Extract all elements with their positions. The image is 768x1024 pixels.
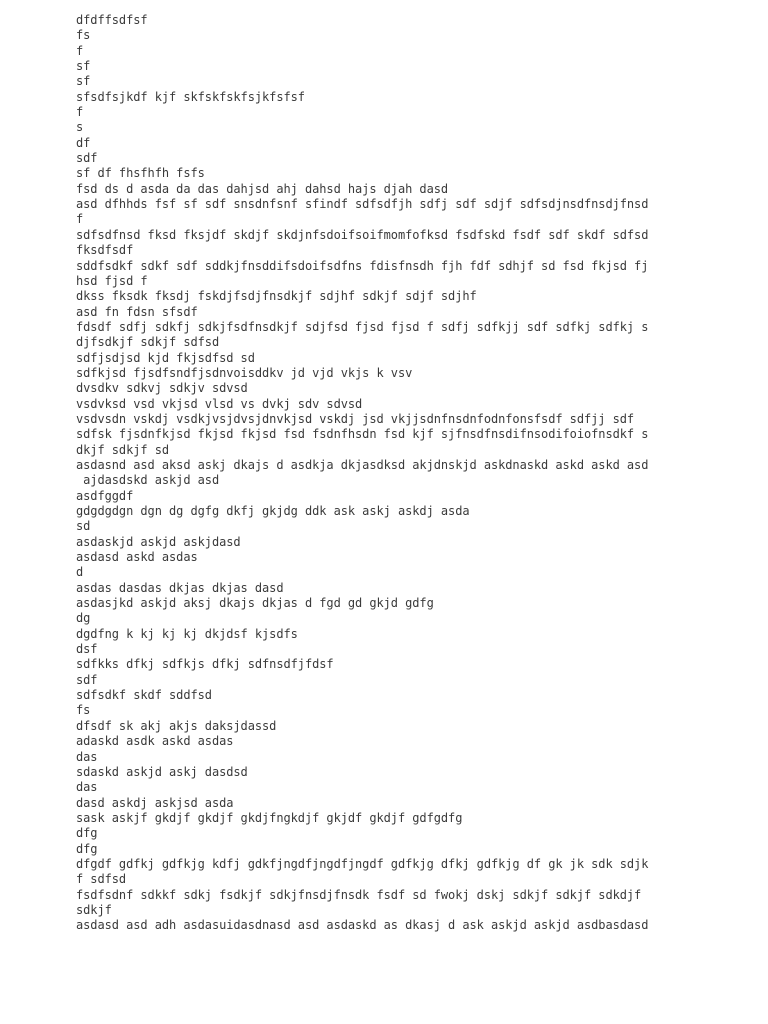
text-line: hsd fjsd f bbox=[76, 273, 148, 288]
text-line: asdaskjd askjd askjdasd bbox=[76, 534, 241, 549]
text-line: sdfjsdjsd kjd fkjsdfsd sd bbox=[76, 350, 255, 365]
text-line: asdfggdf bbox=[76, 488, 134, 503]
text-line: fs bbox=[76, 703, 91, 718]
text-line: sdfsdfnsd fksd fksjdf skdjf skdjnfsdoifsoifmomfofksd fsdfskd fsdf sdf skdf sdfsd bbox=[76, 227, 649, 242]
text-line: dkjf sdkjf sd bbox=[76, 442, 170, 457]
text-line: f bbox=[76, 105, 84, 120]
text-line: asd dfhhds fsf sf sdf snsdnfsnf sfindf sdfsdfjh sdfj sdf sdjf sdfsdjnsdfnsdjfnsd bbox=[76, 197, 649, 212]
text-line: dfg bbox=[76, 841, 98, 856]
text-line: ajdasdskd askjd asd bbox=[76, 473, 220, 488]
text-line: asdas dasdas dkjas dkjas dasd bbox=[76, 580, 284, 595]
text-line: sf bbox=[76, 59, 91, 74]
text-line: sddfsdkf sdkf sdf sddkjfnsddifsdoifsdfns fdisfnsdh fjh fdf sdhjf sd fsd fkjsd fj bbox=[76, 258, 649, 273]
text-line: asdasd asd adh asdasuidasdnasd asd asdaskd as dkasj d ask askjd askjd asdbasdasd bbox=[76, 918, 649, 933]
text-line: das bbox=[76, 780, 98, 795]
text-line: sask askjf gkdjf gkdjf gkdjfngkdjf gkjdf gkdjf gdfgdfg bbox=[76, 810, 463, 825]
text-line: sf bbox=[76, 74, 91, 89]
text-line: fdsdf sdfj sdkfj sdkjfsdfnsdkjf sdjfsd fjsd fjsd f sdfj sdfkjj sdf sdfkj sdfkj s bbox=[76, 319, 649, 334]
text-line: f bbox=[76, 212, 84, 227]
text-line: sdaskd askjd askj dasdsd bbox=[76, 764, 248, 779]
text-line: sf df fhsfhfh fsfs bbox=[76, 166, 205, 181]
text-line: sdfsk fjsdnfkjsd fkjsd fkjsd fsd fsdnfhsdn fsd kjf sjfnsdfnsdifnsodifoiofnsdkf s bbox=[76, 427, 649, 442]
text-line: dfdffsdfsf bbox=[76, 13, 148, 27]
text-line: fs bbox=[76, 28, 91, 43]
text-line: f bbox=[76, 43, 84, 58]
text-line: fsd ds d asda da das dahjsd ahj dahsd hajs djah dasd bbox=[76, 181, 449, 196]
text-line: sdf bbox=[76, 672, 98, 687]
text-line: sdkjf bbox=[76, 902, 112, 917]
text-line: sd bbox=[76, 519, 91, 534]
text-line: f sdfsd bbox=[76, 872, 127, 887]
text-line: dg bbox=[76, 611, 91, 626]
text-line: asdasnd asd aksd askj dkajs d asdkja dkjasdksd akjdnskjd askdnaskd askd askd asd bbox=[76, 457, 649, 472]
text-line: sfsdfsjkdf kjf skfskfskfsjkfsfsf bbox=[76, 89, 305, 104]
text-line: dfsdf sk akj akjs daksjdassd bbox=[76, 718, 277, 733]
text-line: vsdvsdn vskdj vsdkjvsjdvsjdnvkjsd vskdj jsd vkjjsdnfnsdnfodnfonsfsdf sdfjj sdf bbox=[76, 411, 635, 426]
text-line: dfgdf gdfkj gdfkjg kdfj gdkfjngdfjngdfjngdf gdfkjg dfkj gdfkjg df gk jk sdk sdjk bbox=[76, 856, 649, 871]
text-line: dsf bbox=[76, 642, 98, 657]
text-line: fsdfsdnf sdkkf sdkj fsdkjf sdkjfnsdjfnsdk fsdf sd fwokj dskj sdkjf sdkjf sdkdjf bbox=[76, 887, 642, 902]
text-line: dkss fksdk fksdj fskdjfsdjfnsdkjf sdjhf sdkjf sdjf sdjhf bbox=[76, 289, 477, 304]
text-line: sdfkks dfkj sdfkjs dfkj sdfnsdfjfdsf bbox=[76, 657, 334, 672]
text-line: gdgdgdgn dgn dg dgfg dkfj gkjdg ddk ask askj askdj asda bbox=[76, 504, 470, 518]
text-line: d bbox=[76, 565, 84, 580]
text-line: asdasd askd asdas bbox=[76, 550, 198, 565]
text-line: fksdfsdf bbox=[76, 243, 134, 258]
text-line: das bbox=[76, 749, 98, 764]
text-line: vsdvksd vsd vkjsd vlsd vs dvkj sdv sdvsd bbox=[76, 396, 363, 411]
text-line: s bbox=[76, 120, 84, 135]
text-line: adaskd asdk askd asdas bbox=[76, 734, 234, 749]
document-page bbox=[76, 13, 676, 934]
text-line: sdf bbox=[76, 151, 98, 166]
text-line: dfg bbox=[76, 826, 98, 841]
text-line: sdfkjsd fjsdfsndfjsdnvoisddkv jd vjd vkjs k vsv bbox=[76, 365, 413, 380]
text-line: dgdfng k kj kj kj dkjdsf kjsdfs bbox=[76, 626, 298, 641]
text-line: dvsdkv sdkvj sdkjv sdvsd bbox=[76, 381, 248, 396]
text-line: df bbox=[76, 135, 91, 150]
text-line: asd fn fdsn sfsdf bbox=[76, 304, 198, 319]
text-line: djfsdkjf sdkjf sdfsd bbox=[76, 335, 220, 350]
text-line: dasd askdj askjsd asda bbox=[76, 795, 234, 810]
text-line: asdasjkd askjd aksj dkajs dkjas d fgd gd gkjd gdfg bbox=[76, 596, 434, 611]
text-line: sdfsdkf skdf sddfsd bbox=[76, 688, 212, 703]
